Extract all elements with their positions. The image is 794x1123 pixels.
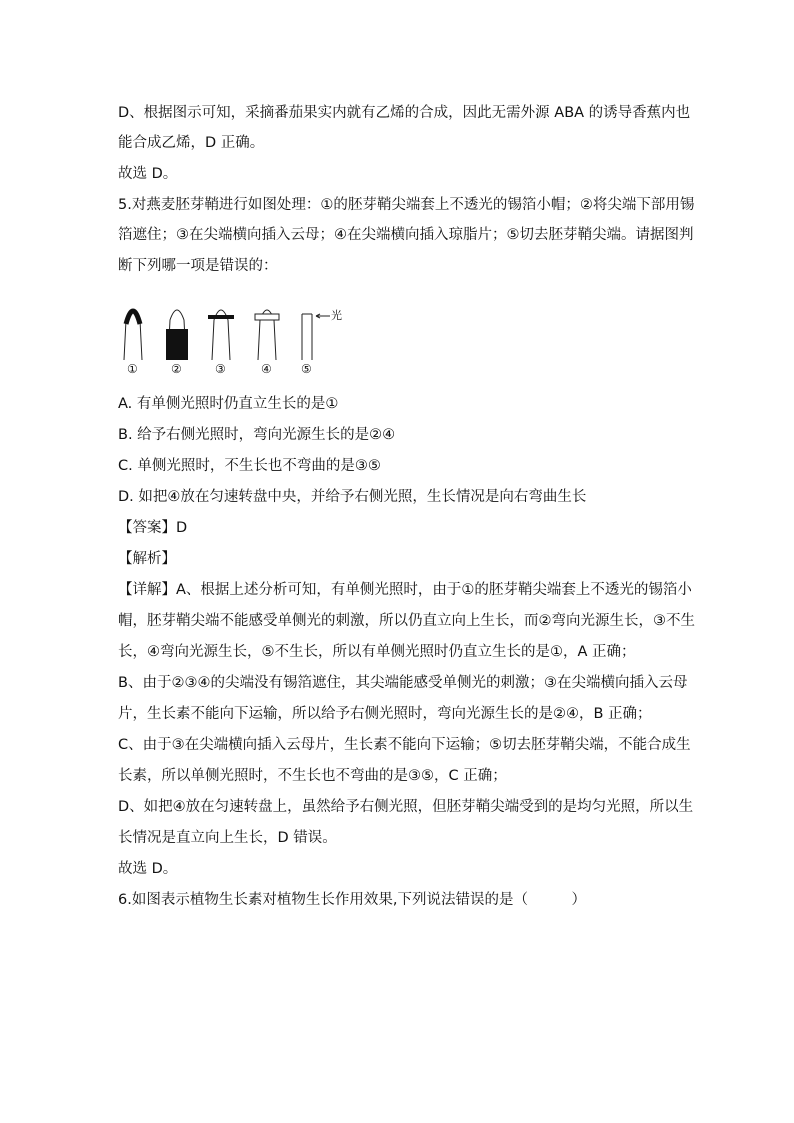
figure-label-1: ① <box>127 362 138 376</box>
q5-stem-line-2: 箔遮住；③在尖端横向插入云母；④在尖端横向插入琼脂片；⑤切去胚芽鞘尖端。请据图判 <box>118 227 694 243</box>
prev-explanation-line-2: 能合成乙烯，D 正确。 <box>118 135 265 151</box>
q5-select-answer: 故选 D。 <box>118 861 178 877</box>
q5-analysis-line: 长素，所以单侧光照时，不生长也不弯曲的是③⑤，C 正确； <box>118 768 507 784</box>
q5-option-c: C. 单侧光照时，不生长也不弯曲的是③⑤ <box>118 458 381 474</box>
q5-stem-line-3: 断下列哪一项是错误的： <box>118 258 278 274</box>
light-label: 光 <box>331 309 342 322</box>
foil-cap-1 <box>126 311 140 324</box>
q6-stem: 6.如图表示植物生长素对植物生长作用效果,下列说法错误的是（ ） <box>118 892 586 908</box>
q5-analysis-line: 片，生长素不能向下运输，所以给予右侧光照时，弯向光源生长的是②④，B 正确； <box>118 706 652 722</box>
q5-stem-line-1: 5.对燕麦胚芽鞘进行如图处理：①的胚芽鞘尖端套上不透光的锡箔小帽；②将尖端下部用锡 <box>118 197 695 213</box>
q5-option-b: B. 给予右侧光照时，弯向光源生长的是②④ <box>118 427 396 443</box>
q5-answer: 【答案】D <box>118 520 188 536</box>
prev-explanation-line-1: D、根据图示可知，采摘番茄果实内就有乙烯的合成，因此无需外源 ABA 的诱导香蕉内也 <box>118 105 691 121</box>
figure-label-3: ③ <box>215 362 226 376</box>
q5-analysis-line: 长情况是直立向上生长，D 错误。 <box>118 830 337 846</box>
q5-analysis-line: 【详解】A、根据上述分析可知，有单侧光照时，由于①的胚芽鞘尖端套上不透光的锡箔小 <box>118 582 692 598</box>
q5-analysis-line: D、如把④放在匀速转盘上，虽然给予右侧光照，但胚芽鞘尖端受到的是均匀光照，所以生 <box>118 799 694 815</box>
figure-label-4: ④ <box>261 362 272 376</box>
coleoptile-figure <box>118 292 358 382</box>
q5-analysis-title: 【解析】 <box>118 551 176 567</box>
q5-analysis-line: 帽，胚芽鞘尖端不能感受单侧光的刺激，所以仍直立向上生长，而②弯向光源生长，③不生 <box>118 613 695 629</box>
foil-band-2 <box>166 329 188 360</box>
q5-option-a: A. 有单侧光照时仍直立生长的是① <box>118 396 339 412</box>
agar-block-4 <box>255 314 279 320</box>
q5-analysis-line: B、由于②③④的尖端没有锡箔遮住，其尖端能感受单侧光的刺激；③在尖端横向插入云母 <box>118 675 688 691</box>
figure-label-5: ⑤ <box>301 362 312 376</box>
q5-analysis-line: C、由于③在尖端横向插入云母片，生长素不能向下运输；⑤切去胚芽鞘尖端，不能合成生 <box>118 737 691 753</box>
q5-analysis-line: 长，④弯向光源生长，⑤不生长，所以有单侧光照时仍直立生长的是①，A 正确； <box>118 644 636 660</box>
mica-sheet-3 <box>208 315 234 319</box>
q5-option-d: D. 如把④放在匀速转盘中央，并给予右侧光照，生长情况是向右弯曲生长 <box>118 489 587 505</box>
figure-label-2: ② <box>171 362 182 376</box>
prev-select-answer: 故选 D。 <box>118 166 178 182</box>
